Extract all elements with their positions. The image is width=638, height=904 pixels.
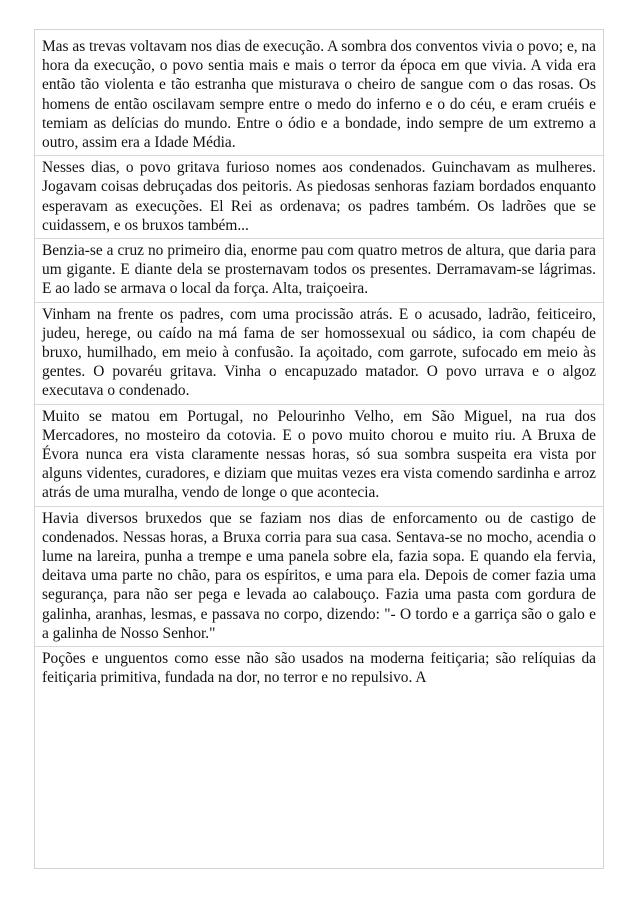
paragraph-6: Havia diversos bruxedos que se faziam nos dias de enforcamento ou de castigo de condenados. Nessas horas, a Bruxa corria para sua casa. Sentava-se no mocho, acendia o lume na lareira, punha a trempe e uma panela sobre ela, fazia sopa. E quando ela fervia, deitava uma parte no chão, para os espíritos, e uma para ela. Depois de comer fazia uma segurança, para não ser pega e levada ao calabouço. Fazia uma pasta com gordura de galinha, aranhas, lesmas, e passava no corpo, dizendo: "- O tordo e a garriça são o galo e a galinha de Nosso Senhor." [35, 507, 603, 647]
paragraph-4: Vinham na frente os padres, com uma procissão atrás. E o acusado, ladrão, feiticeiro, judeu, herege, ou caído na má fama de ser homossexual ou sádico, ia com chapéu de bruxo, humilhado, em meio à confusão. Ia açoitado, com garrote, sufocado em meio às gentes. O povaréu gritava. Vinha o encapuzado matador. O povo urrava e o algoz executava o condenado. [35, 303, 603, 405]
paragraph-3: Benzia-se a cruz no primeiro dia, enorme pau com quatro metros de altura, que daria para um gigante. E diante dela se prosternavam todos os presentes. Derramavam-se lágrimas. E ao lado se armava o local da força. Alta, traiçoeira. [35, 239, 603, 303]
document-page [34, 29, 604, 869]
paragraph-7: Poções e unguentos como esse não são usados na moderna feitiçaria; são relíquias da feitiçaria primitiva, fundada na dor, no terror e no repulsivo. A [42, 650, 596, 687]
paragraph-1: Mas as trevas voltavam nos dias de execução. A sombra dos conventos vivia o povo; e, na hora da execução, o povo sentia mais e mais o terror da época em que vivia. A vida era então tão violenta e tão estranha que misturava o cheiro de sangue com o das rosas. Os homens de então oscilavam sempre entre o medo do inferno e o do céu, e eram cruéis e temiam as delícias do mundo. Entre o ódio e a bondade, indo sempre de um extremo a outro, assim era a Idade Média. [35, 30, 603, 156]
paragraph-5: Muito se matou em Portugal, no Pelourinho Velho, em São Miguel, na rua dos Mercadores, no mosteiro da cotovia. E o povo muito chorou e muito riu. A Bruxa de Évora nunca era vista claramente nessas horas, só sua sombra suspeita era vista por alguns videntes, curadores, e diziam que muitas vezes era vista comendo sardinha e arroz atrás de uma muralha, vendo de longe o que acontecia. [35, 405, 603, 507]
paragraph-2: Nesses dias, o povo gritava furioso nomes aos condenados. Guinchavam as mulheres. Jogavam coisas debruçadas dos peitoris. As piedosas senhoras faziam bordados enquanto esperavam as execuções. El Rei as ordenava; os padres também. Os ladrões que se cuidassem, e os bruxos também... [35, 156, 603, 239]
